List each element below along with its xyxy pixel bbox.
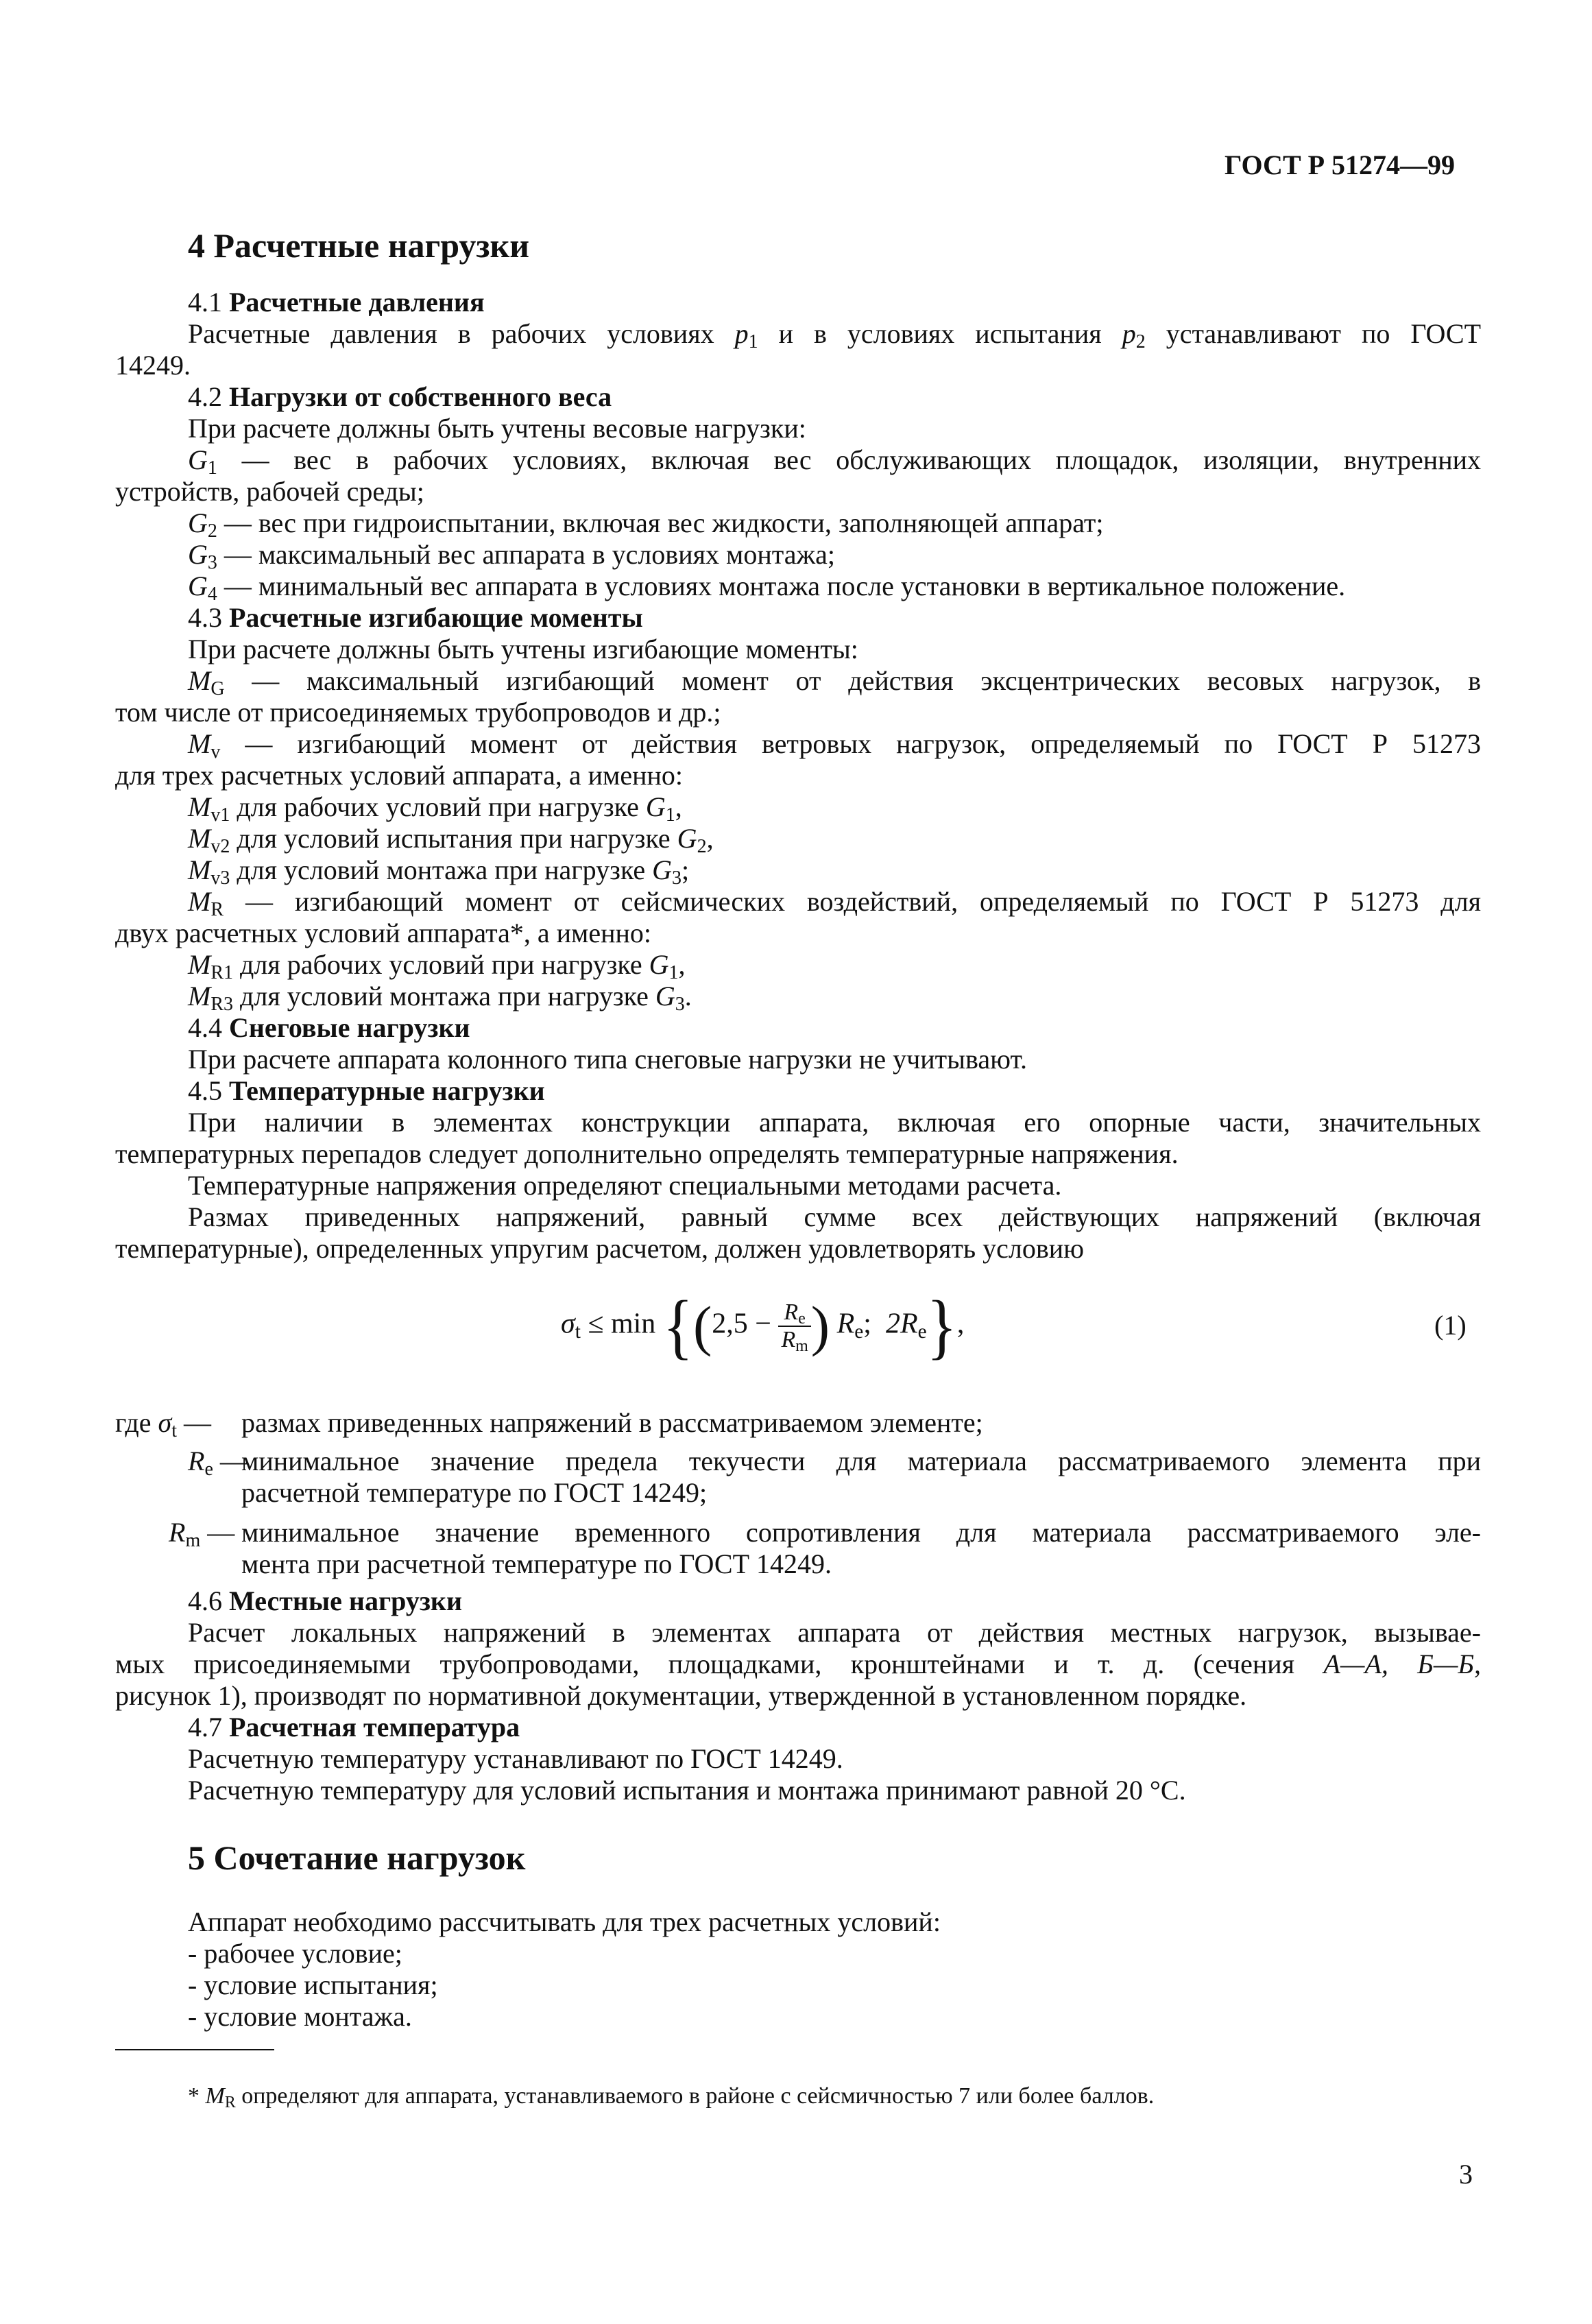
clause-4-6-p-c: рисунок 1), производят по нормативной документации, утвержденной в установленном порядке. [115,1680,1247,1711]
clause-4-5-p1: При наличии в элементах конструкции аппарата, включая его опорные части, значительных [188,1107,1481,1138]
section-5-intro: Аппарат необходимо рассчитывать для трех расчетных условий: [188,1906,941,1937]
moment-mv2-line: $M_{v2}$ для условий испытания при нагрузке $G_2$, [188,823,714,857]
def-rm-text-cont: мента при расчетной температуре по ГОСТ 14249. [241,1548,832,1579]
footnote-rule [115,2049,274,2050]
clause-4-5-p1-cont: температурных перепадов следует дополнительно определять температурные напряжения. [115,1138,1179,1169]
list-item: - условие монтажа. [188,2001,412,2032]
moment-mr1-line: $M_{R1}$ для рабочих условий при нагрузке $G_1$, [188,949,686,983]
clause-4-1-text-cont: 14249. [115,350,191,381]
clause-4-4-heading: 4.4 Снеговые нагрузки [188,1012,470,1043]
formula-number: (1) [1434,1310,1467,1341]
moment-mg-line-cont: том числе от присоединяемых трубопроводов и др.; [115,697,721,728]
moment-mv-line: $M_v$ — изгибающий момент от действия ветровых нагрузок, определяемый по ГОСТ Р 51273 [188,728,1482,763]
clause-4-2-heading: 4.2 Нагрузки от собственного веса [188,381,612,412]
def-rm-text: минимальное значение временного сопротивления для материала рассматриваемого эле- [241,1517,1481,1548]
clause-4-4-text: При расчете аппарата колонного типа снеговые нагрузки не учитывают. [188,1044,1027,1075]
moment-mr-line: $M_R$ — изгибающий момент от сейсмических воздействий, определяемый по ГОСТ Р 51273 для [188,886,1481,920]
footnote: * $M_R$ определяют для аппарата, устанавливаемого в районе с сейсмичностью 7 или более баллов. [188,2083,1155,2111]
formula-1: $\sigma_t \le \min \{(2,5$ − $\frac{R_e}{R_m}$ ) $R_e$; $2R_e$}, [561,1286,965,1367]
clause-4-5-p3-cont: температурные), определенных упругим расчетом, должен удовлетворять условию [115,1233,1085,1264]
clause-4-3-heading: 4.3 Расчетные изгибающие моменты [188,602,643,633]
clause-4-6-p-a: Расчет локальных напряжений в элементах аппарата от действия местных нагрузок, вызывае- [188,1617,1481,1648]
clause-4-1-heading: 4.1 Расчетные давления [188,287,485,318]
def-rm-symbol: $R_m$ — [169,1517,235,1551]
clause-4-7-p2: Расчетную температуру для условий испытания и монтажа принимают равной 20 °С. [188,1775,1186,1806]
clause-4-6-p-b: мых присоединяемыми трубопроводами, площадками, кронштейнами и т. д. (сечения А—А, Б—Б, [115,1649,1482,1679]
moment-mr3-line: $M_{R3}$ для условий монтажа при нагрузке $G_3$. [188,981,692,1015]
def-sigma-text: размах приведенных напряжений в рассматриваемом элементе; [241,1407,983,1438]
list-item: - рабочее условие; [188,1938,402,1969]
clause-4-2-intro: При расчете должны быть учтены весовые нагрузки: [188,413,806,444]
list-item: - условие испытания; [188,1969,438,2000]
load-g3-line: $G_3$ — максимальный вес аппарата в условиях монтажа; [188,539,835,573]
moment-mv3-line: $M_{v3}$ для условий монтажа при нагрузке $G_3$; [188,854,690,889]
section-4-title: 4 Расчетные нагрузки [188,226,530,265]
clause-4-6-heading: 4.6 Местные нагрузки [188,1585,462,1616]
moment-mv-line-cont: для трех расчетных условий аппарата, а именно: [115,760,684,791]
clause-4-5-heading: 4.5 Температурные нагрузки [188,1075,545,1106]
moment-mg-line: $M_G$ — максимальный изгибающий момент от действия эксцентрических весовых нагрузок, в [188,665,1482,699]
clause-4-7-p1: Расчетную температуру устанавливают по ГОСТ 14249. [188,1743,843,1774]
where-label: где $\sigma_t$ — [115,1407,212,1441]
def-re-symbol: $R_e$ — [188,1446,248,1480]
clause-4-5-p2: Температурные напряжения определяют специальными методами расчета. [188,1170,1062,1201]
moment-mv1-line: $M_{v1}$ для рабочих условий при нагрузке $G_1$, [188,791,682,826]
load-g1-line-cont: устройств, рабочей среды; [115,476,424,507]
formula-fraction: $\frac{R_e}{R_m}$ [778,1299,810,1353]
moment-mr-line-cont: двух расчетных условий аппарата*, а именно: [115,918,652,948]
clause-4-7-heading: 4.7 Расчетная температура [188,1712,520,1742]
section-5-title: 5 Сочетание нагрузок [188,1838,526,1877]
load-g4-line: $G_4$ — минимальный вес аппарата в условиях монтажа после установки в вертикальное положение. [188,571,1346,605]
page-number: 3 [1459,2159,1473,2190]
document-number-header: ГОСТ Р 51274—99 [1225,149,1456,180]
def-re-text: минимальное значение предела текучести для материала рассматриваемого элемента при [241,1446,1481,1476]
clause-4-1-text: Расчетные давления в рабочих условиях $p_1$ и в условиях испытания $p_2$ устанавливают по ГОСТ [188,318,1482,352]
def-re-text-cont: расчетной температуре по ГОСТ 14249; [241,1477,708,1508]
clause-4-5-p3: Размах приведенных напряжений, равный сумме всех действующих напряжений (включая [188,1201,1481,1232]
clause-4-3-intro: При расчете должны быть учтены изгибающие моменты: [188,634,858,664]
load-g2-line: $G_2$ — вес при гидроиспытании, включая вес жидкости, заполняющей аппарат; [188,507,1104,542]
load-g1-line: $G_1$ — вес в рабочих условиях, включая вес обслуживающих площадок, изоляции, внутренних [188,444,1482,479]
